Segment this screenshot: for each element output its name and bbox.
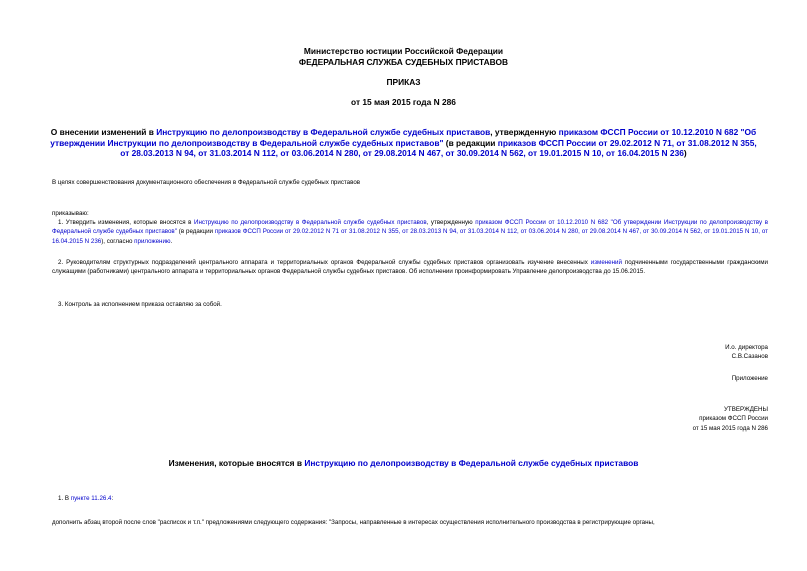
doc-type: ПРИКАЗ: [386, 77, 421, 87]
approval-line-2: приказом ФССП России: [699, 415, 768, 423]
item2-text-2: подчиненными государственными гражданскими служащими (работниками) центрального аппарата и территориальных органов Федеральной службы судебных приставов. Об исполнении проинформировать Управление делопроизводства до 15.06.2015.: [52, 259, 768, 276]
change1-text-1: 1. В: [58, 495, 71, 502]
change1-paragraph: дополнить абзац второй после слов "расписок и т.п." предложениями следующего содержания: "Запросы, направленные в интересах осуществления исполнительного производства в регистрирующие органы,: [52, 519, 655, 526]
change-1: [58, 494, 758, 503]
service-name: ФЕДЕРАЛЬНАЯ СЛУЖБА СУДЕБНЫХ ПРИСТАВОВ: [298, 56, 509, 67]
change1-text-2: :: [111, 495, 114, 502]
preamble: В целях совершенствования документационного обеспечения в Федеральной службе судебных приставов: [52, 179, 361, 186]
approval-line-1: УТВЕРЖДЕНЫ: [724, 406, 768, 413]
title-link-amending-orders[interactable]: приказов ФССП России от 29.02.2012 N 71, от 31.08.2012 N 355, от 28.03.2013 N 94, от 31.03.2014 N 112, от 03.06.2014 N 280, от 29.08.2014 N 467, от 30.09.2014 N 562, от 19.01.2015 N 10, от 16.04.2015 N 236: [120, 137, 757, 159]
title-text-2: , утвержденную: [490, 127, 559, 137]
doc-date-number: от 15 мая 2015 года N 286: [351, 97, 456, 107]
title-link-order-682[interactable]: приказом ФССП России от 10.12.2010 N 682 "Об утверждении Инструкции по делопроизводству в Федеральной службе судебных приставов": [50, 127, 757, 148]
document-title: [50, 127, 757, 159]
item1-link-amending-orders[interactable]: приказов ФССП России от 29.02.2012 N 71 от 31.08.2012 N 355, от 28.03.2013 N 94, от 31.03.2014 N 112, от 03.06.2014 N 280, от 29.08.2014 N 467, от 30.09.2014 N 562, от 19.01.2015 N 10, от 16.04.2015 N 236: [52, 228, 768, 245]
appendix-label: Приложение: [731, 375, 768, 382]
item1-link-appendix[interactable]: приложению: [134, 237, 171, 245]
approval-block: [500, 405, 768, 433]
ministry-name: Министерство юстиции Российской Федерации: [303, 46, 504, 56]
item2-link-changes[interactable]: изменений: [590, 259, 622, 266]
order-word: приказываю:: [52, 210, 89, 217]
item2-text-1: 2. Руководителям структурных подразделений центрального аппарата и территориальных органов Федеральной службы судебных приставов организовать изучение внесенных: [58, 259, 591, 266]
item1-text-4: ), согласно: [101, 237, 135, 245]
title-link-instruction[interactable]: Инструкцию по делопроизводству в Федеральной службе судебных приставов: [156, 127, 491, 137]
item-1: [52, 218, 768, 246]
title-text-4: ): [683, 148, 687, 159]
change1-link-clause[interactable]: пункте 11.26.4: [70, 495, 112, 502]
item1-text-2: , утвержденную: [426, 219, 476, 226]
changes-title: [0, 458, 807, 469]
signature-position: И.о. директора: [725, 344, 768, 351]
title-text-3: (в редакции: [443, 137, 498, 148]
changes-title-link-instruction[interactable]: Инструкцию по делопроизводству в Федеральной службе судебных приставов: [304, 458, 639, 468]
signature-name: С.В.Сазанов: [731, 353, 768, 361]
signature-block: [500, 343, 768, 362]
item1-link-order-682[interactable]: приказом ФССП России от 10.12.2010 N 682 "Об утверждении Инструкции по делопроизводству в Федеральной службе судебных приставов": [52, 219, 768, 236]
item-3: 3. Контроль за исполнением приказа оставляю за собой.: [58, 301, 222, 308]
item1-text-1: 1. Утвердить изменения, которые вносятся в: [58, 219, 194, 226]
document-header: [0, 46, 807, 67]
item1-text-3: (в редакции: [176, 228, 215, 236]
title-text-1: О внесении изменений в: [50, 127, 157, 137]
item-2: [52, 258, 768, 277]
changes-title-text: Изменения, которые вносятся в: [168, 458, 305, 468]
item1-link-instruction[interactable]: Инструкцию по делопроизводству в Федеральной службе судебных приставов: [194, 219, 427, 226]
approval-line-3: от 15 мая 2015 года N 286: [692, 424, 768, 432]
item1-text-5: .: [170, 237, 173, 245]
